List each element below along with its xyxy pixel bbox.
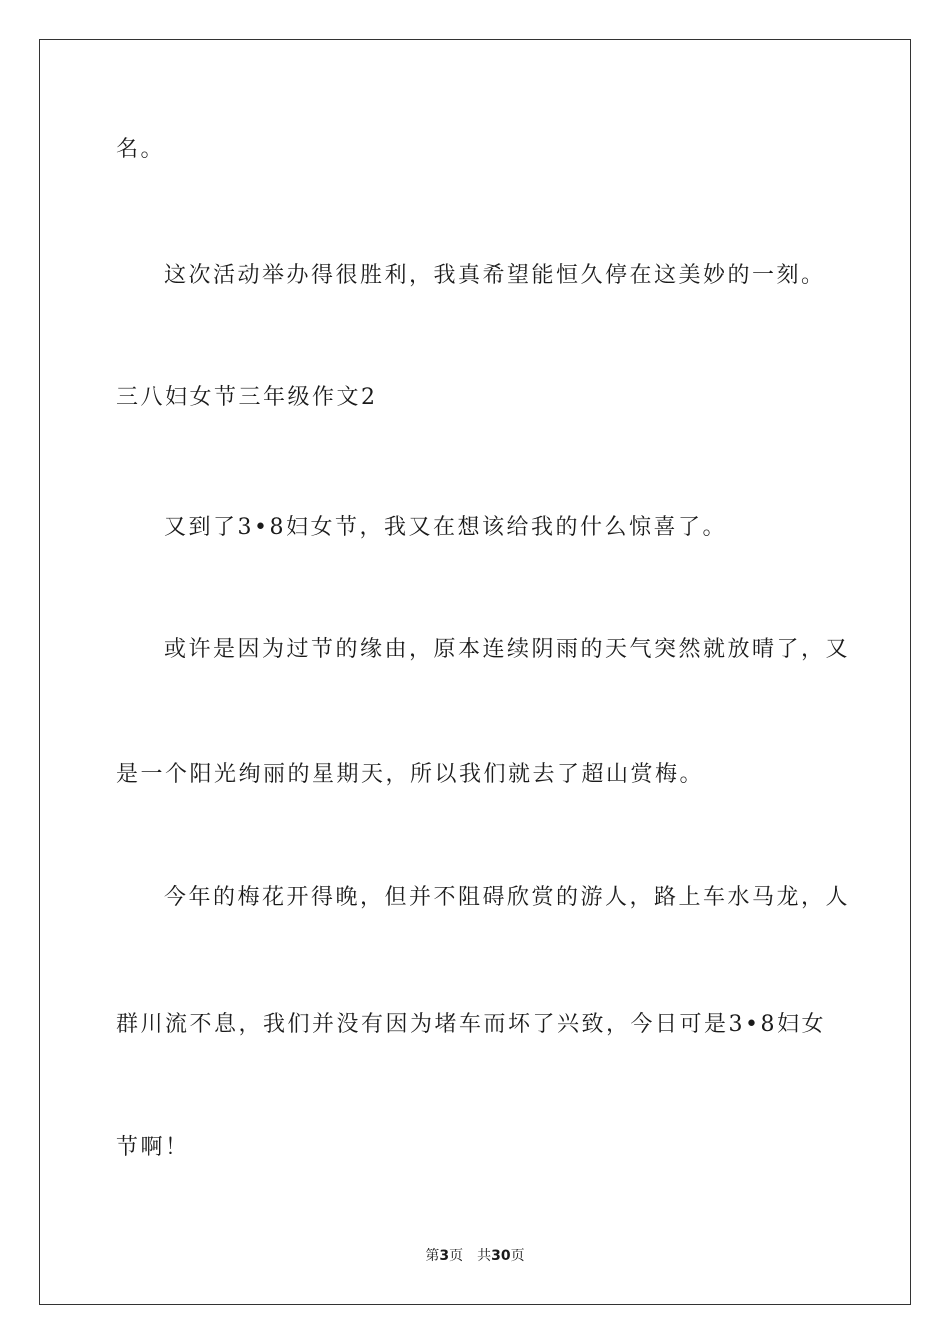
total-page-count: 30 xyxy=(491,1248,511,1264)
total-suffix: 页 xyxy=(510,1248,525,1264)
paragraph-line: 是一个阳光绚丽的星期天，所以我们就去了超山赏梅。 xyxy=(116,762,705,787)
paragraph-line: 今年的梅花开得晚，但并不阻碍欣赏的游人，路上车水马龙，人 xyxy=(164,885,851,910)
essay-heading: 三八妇女节三年级作文2 xyxy=(116,385,378,410)
paragraph-continuation: 名。 xyxy=(116,137,166,162)
page-suffix: 页 xyxy=(449,1248,464,1264)
page-footer xyxy=(0,1247,950,1265)
total-prefix: 共 xyxy=(477,1248,492,1264)
current-page-number: 3 xyxy=(439,1248,450,1264)
paragraph-line: 这次活动举办得很胜利，我真希望能恒久停在这美妙的一刻。 xyxy=(164,263,826,288)
paragraph-line: 群川流不息，我们并没有因为堵车而坏了兴致，今日可是3•8妇女 xyxy=(116,1012,826,1037)
paragraph-line: 节啊！ xyxy=(116,1135,190,1160)
paragraph-line: 或许是因为过节的缘由，原本连续阴雨的天气突然就放晴了，又 xyxy=(164,637,851,662)
page-prefix: 第 xyxy=(425,1248,440,1264)
paragraph-line: 又到了3•8妇女节，我又在想该给我的什么惊喜了。 xyxy=(164,515,727,540)
page-border xyxy=(39,39,911,1305)
